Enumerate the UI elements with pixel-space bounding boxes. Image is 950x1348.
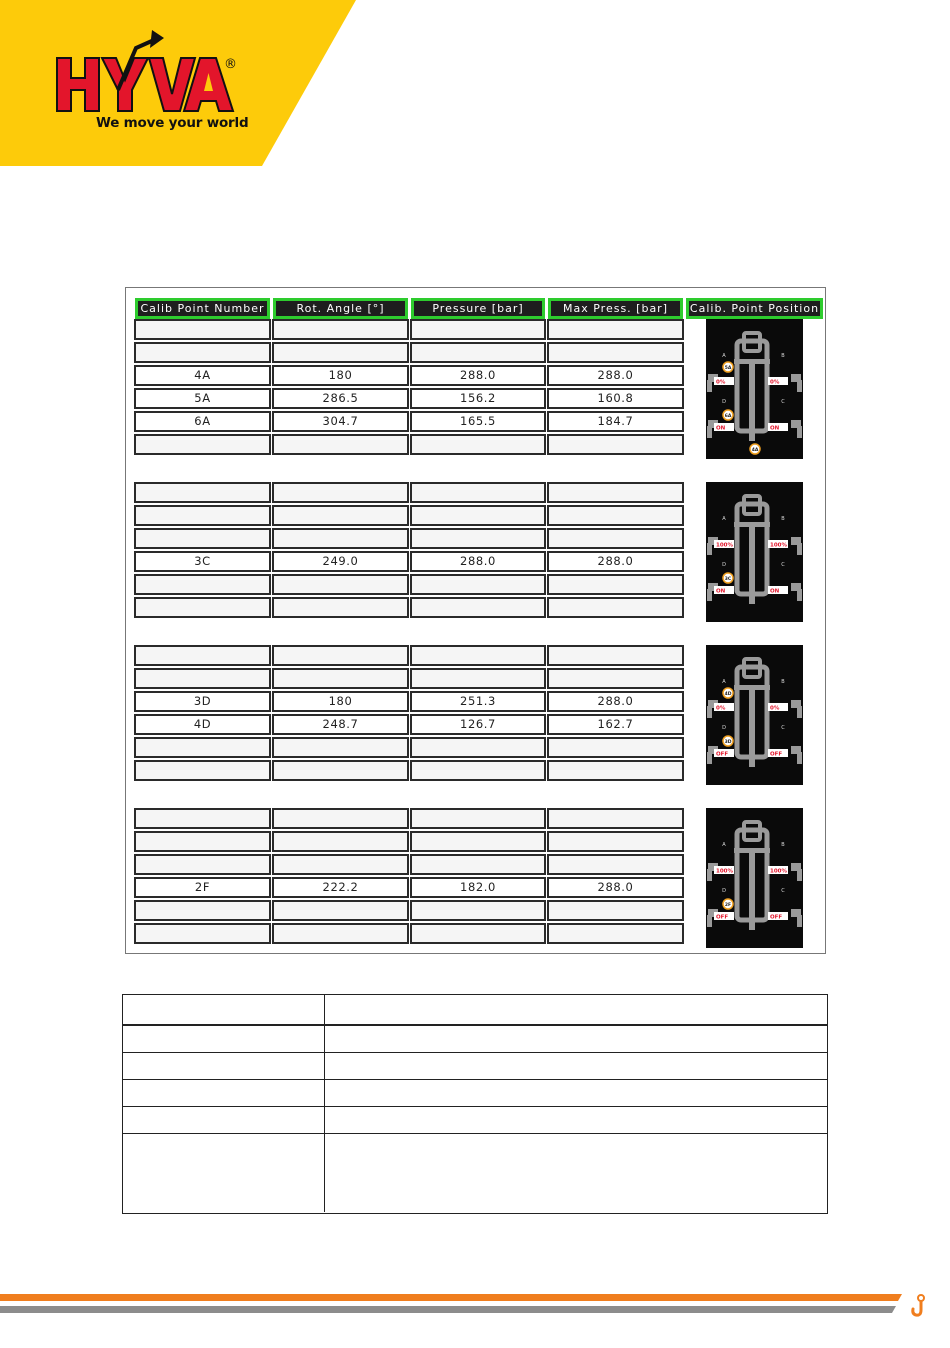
- pressure-cell: 288.0: [410, 365, 546, 386]
- corner-label: A: [722, 353, 726, 359]
- max-press-cell: 288.0: [547, 551, 684, 572]
- max-press-cell: [547, 434, 684, 455]
- brand-tagline: We move your world: [96, 115, 249, 131]
- calib-point-cell: [134, 760, 271, 781]
- pressure-cell: [410, 645, 546, 666]
- fitting-stem: [797, 380, 802, 392]
- max-press-cell: [547, 505, 684, 526]
- rot-angle-cell: [272, 342, 409, 363]
- calib-point-cell: [134, 482, 271, 503]
- rot-angle-cell: 248.7: [272, 714, 409, 735]
- info-label: [123, 995, 325, 1024]
- status-tag: ON: [716, 588, 726, 595]
- info-value: [325, 1080, 827, 1106]
- calib-point-cell: [134, 528, 271, 549]
- corner-label: A: [722, 516, 726, 522]
- status-tag: 0%: [716, 379, 726, 386]
- header-rot-angle: Rot. Angle [°]: [273, 298, 408, 319]
- corner-label: B: [781, 353, 785, 359]
- max-press-cell: [547, 760, 684, 781]
- piston-crossbar: [734, 848, 770, 853]
- corner-label: D: [722, 399, 726, 405]
- rot-angle-cell: [272, 597, 409, 618]
- info-value: [325, 1026, 827, 1052]
- calib-point-marker-label: 5A: [724, 366, 732, 371]
- calib-point-cell: [134, 645, 271, 666]
- max-press-cell: [547, 900, 684, 921]
- rot-angle-cell: [272, 319, 409, 340]
- piston-crossbar: [734, 522, 770, 527]
- cylinder-position-diagram-icon: [706, 645, 803, 785]
- calib-point-cell: [134, 737, 271, 758]
- info-row: [123, 1080, 827, 1107]
- pressure-cell: [410, 668, 546, 689]
- fitting-stem: [707, 380, 712, 392]
- fitting-stem: [707, 426, 712, 438]
- info-label: [123, 1134, 325, 1212]
- pressure-cell: [410, 319, 546, 340]
- corner-label: C: [781, 399, 785, 405]
- rot-angle-cell: [272, 737, 409, 758]
- calib-point-marker-label: 4D: [724, 692, 732, 697]
- calib-point-cell: 4A: [134, 365, 271, 386]
- status-tag: 0%: [770, 379, 780, 386]
- calib-point-marker-label: 4A: [751, 448, 759, 453]
- calib-point-cell: [134, 434, 271, 455]
- rot-angle-cell: [272, 574, 409, 595]
- rot-angle-cell: [272, 645, 409, 666]
- status-tag: OFF: [770, 914, 783, 921]
- status-tag: OFF: [716, 914, 729, 921]
- hyva-logo-mark: [57, 30, 233, 111]
- max-press-cell: [547, 645, 684, 666]
- pressure-cell: [410, 597, 546, 618]
- max-press-cell: 184.7: [547, 411, 684, 432]
- rot-angle-cell: [272, 482, 409, 503]
- pressure-cell: [410, 528, 546, 549]
- cylinder-position-diagram-icon: [706, 808, 803, 948]
- info-label: [123, 1026, 325, 1052]
- status-tag: 100%: [716, 542, 733, 549]
- calib-point-marker-label: 3C: [724, 577, 732, 582]
- status-tag: ON: [770, 425, 780, 432]
- calib-point-cell: [134, 319, 271, 340]
- pressure-cell: [410, 505, 546, 526]
- rot-angle-cell: 180: [272, 691, 409, 712]
- fitting-stem: [797, 869, 802, 881]
- calib-point-cell: [134, 597, 271, 618]
- calib-point-marker-label: 2F: [724, 903, 732, 908]
- calibration-table: [125, 287, 826, 954]
- rot-angle-cell: 222.2: [272, 877, 409, 898]
- rot-angle-cell: [272, 528, 409, 549]
- pressure-cell: [410, 900, 546, 921]
- fitting-stem: [707, 752, 712, 764]
- max-press-cell: [547, 808, 684, 829]
- fitting-stem: [707, 589, 712, 601]
- cylinder-position-diagram-icon: [706, 319, 803, 459]
- max-press-cell: [547, 737, 684, 758]
- info-row: [123, 1134, 827, 1212]
- fitting-stem: [797, 426, 802, 438]
- info-table: [122, 994, 828, 1214]
- corner-label: C: [781, 562, 785, 568]
- pressure-cell: [410, 808, 546, 829]
- pressure-cell: 156.2: [410, 388, 546, 409]
- status-tag: ON: [770, 588, 780, 595]
- pressure-cell: [410, 434, 546, 455]
- info-label: [123, 1080, 325, 1106]
- rot-angle-cell: [272, 923, 409, 944]
- info-row: [123, 1107, 827, 1134]
- pressure-cell: 182.0: [410, 877, 546, 898]
- info-value: [325, 995, 827, 1024]
- corner-label: B: [781, 842, 785, 848]
- rot-angle-cell: [272, 831, 409, 852]
- rot-angle-cell: 304.7: [272, 411, 409, 432]
- calib-point-cell: 6A: [134, 411, 271, 432]
- max-press-cell: [547, 574, 684, 595]
- fitting-stem: [797, 752, 802, 764]
- corner-label: D: [722, 562, 726, 568]
- status-tag: 0%: [770, 705, 780, 712]
- fitting-stem: [707, 706, 712, 718]
- max-press-cell: 288.0: [547, 877, 684, 898]
- max-press-cell: 288.0: [547, 691, 684, 712]
- info-row: [123, 995, 827, 1026]
- calib-point-cell: [134, 505, 271, 526]
- max-press-cell: [547, 668, 684, 689]
- max-press-cell: [547, 482, 684, 503]
- calib-point-cell: 4D: [134, 714, 271, 735]
- pressure-cell: [410, 574, 546, 595]
- fitting-stem: [797, 589, 802, 601]
- calib-point-cell: 2F: [134, 877, 271, 898]
- max-press-cell: [547, 319, 684, 340]
- fitting-stem: [797, 706, 802, 718]
- rot-angle-cell: [272, 900, 409, 921]
- info-label: [123, 1053, 325, 1079]
- max-press-cell: 288.0: [547, 365, 684, 386]
- status-tag: ON: [716, 425, 726, 432]
- max-press-cell: [547, 854, 684, 875]
- header-max-press: Max Press. [bar]: [548, 298, 683, 319]
- status-tag: 100%: [716, 868, 733, 875]
- rot-angle-cell: [272, 808, 409, 829]
- pressure-cell: [410, 854, 546, 875]
- status-tag: OFF: [716, 751, 729, 758]
- rot-angle-cell: 180: [272, 365, 409, 386]
- max-press-cell: 160.8: [547, 388, 684, 409]
- calib-point-cell: 5A: [134, 388, 271, 409]
- corner-label: C: [781, 888, 785, 894]
- status-tag: 0%: [716, 705, 726, 712]
- info-row: [123, 1053, 827, 1080]
- cylinder-position-diagram-icon: [706, 482, 803, 622]
- max-press-cell: 162.7: [547, 714, 684, 735]
- header-pressure: Pressure [bar]: [411, 298, 545, 319]
- piston-crossbar: [734, 359, 770, 364]
- rot-angle-cell: [272, 668, 409, 689]
- status-tag: 100%: [770, 542, 787, 549]
- rot-angle-cell: 286.5: [272, 388, 409, 409]
- fitting-stem: [797, 915, 802, 927]
- piston-crossbar: [734, 685, 770, 690]
- fitting-stem: [707, 543, 712, 555]
- pressure-cell: 251.3: [410, 691, 546, 712]
- pressure-cell: [410, 923, 546, 944]
- pressure-cell: [410, 760, 546, 781]
- info-value: [325, 1053, 827, 1079]
- footer-stripes: [0, 1288, 910, 1328]
- pressure-cell: 126.7: [410, 714, 546, 735]
- rot-angle-cell: [272, 760, 409, 781]
- max-press-cell: [547, 923, 684, 944]
- rot-angle-cell: [272, 505, 409, 526]
- corner-label: D: [722, 888, 726, 894]
- pressure-cell: [410, 482, 546, 503]
- calib-point-marker-label: 3D: [724, 740, 732, 745]
- corner-label: D: [722, 725, 726, 731]
- corner-label: A: [722, 679, 726, 685]
- corner-label: B: [781, 679, 785, 685]
- fitting-stem: [707, 915, 712, 927]
- corner-label: A: [722, 842, 726, 848]
- calib-point-marker-label: 6A: [724, 414, 732, 419]
- status-tag: 100%: [770, 868, 787, 875]
- corner-label: C: [781, 725, 785, 731]
- corner-label: B: [781, 516, 785, 522]
- calib-point-cell: 3C: [134, 551, 271, 572]
- info-value: [325, 1107, 827, 1133]
- max-press-cell: [547, 831, 684, 852]
- info-row: [123, 1026, 827, 1053]
- pressure-cell: 288.0: [410, 551, 546, 572]
- fitting-stem: [797, 543, 802, 555]
- max-press-cell: [547, 528, 684, 549]
- calib-point-cell: [134, 342, 271, 363]
- header-calib-point-position: Calib. Point Position: [686, 298, 823, 319]
- max-press-cell: [547, 342, 684, 363]
- calib-point-cell: [134, 923, 271, 944]
- calib-point-cell: [134, 831, 271, 852]
- info-label: [123, 1107, 325, 1133]
- calib-point-cell: [134, 668, 271, 689]
- status-tag: OFF: [770, 751, 783, 758]
- calib-point-cell: [134, 854, 271, 875]
- rot-angle-cell: [272, 854, 409, 875]
- info-value: [325, 1134, 827, 1212]
- pressure-cell: [410, 831, 546, 852]
- max-press-cell: [547, 597, 684, 618]
- pressure-cell: 165.5: [410, 411, 546, 432]
- header-calib-point-number: Calib Point Number: [135, 298, 270, 319]
- calib-point-cell: [134, 574, 271, 595]
- calib-point-cell: [134, 808, 271, 829]
- hyva-hook-icon: [909, 1292, 933, 1320]
- registered-mark: ®: [224, 57, 237, 72]
- calib-point-cell: [134, 900, 271, 921]
- rot-angle-cell: [272, 434, 409, 455]
- pressure-cell: [410, 342, 546, 363]
- pressure-cell: [410, 737, 546, 758]
- rot-angle-cell: 249.0: [272, 551, 409, 572]
- calib-point-cell: 3D: [134, 691, 271, 712]
- fitting-stem: [707, 869, 712, 881]
